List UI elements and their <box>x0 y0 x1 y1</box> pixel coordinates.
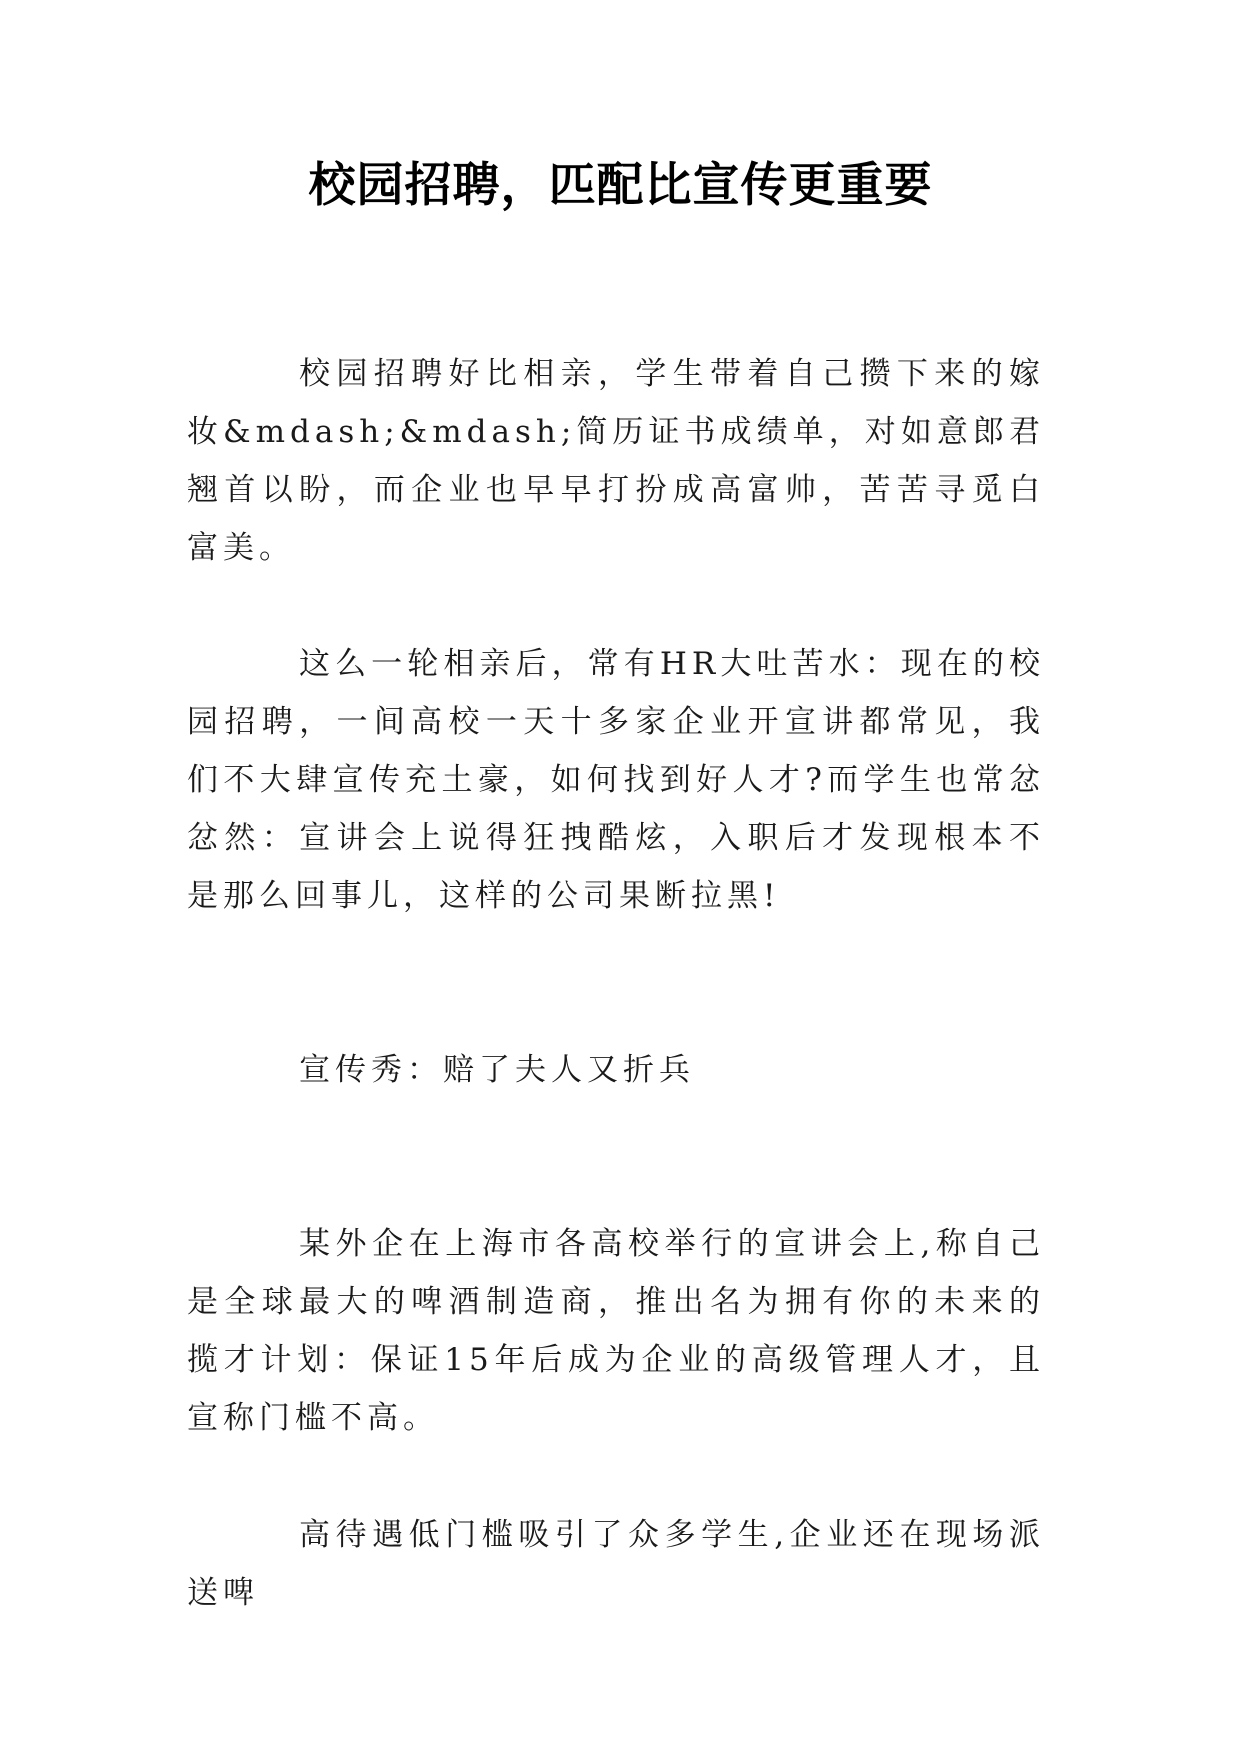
document-title: 校园招聘，匹配比宣传更重要 <box>308 158 933 213</box>
paragraph-1: 校园招聘好比相亲，学生带着自己攒下来的嫁妆&mdash;&mdash;简历证书成绩单，对如意郎君翘首以盼，而企业也早早打扮成高富帅，苦苦寻觅白富美。 <box>187 356 1045 566</box>
section-heading: 宣传秀：赔了夫人又折兵 <box>299 1052 695 1088</box>
paragraph-2: 这么一轮相亲后，常有HR大吐苦水：现在的校园招聘，一间高校一天十多家企业开宣讲都常见，我们不大肆宣传充土豪，如何找到好人才?而学生也常忿忿然：宣讲会上说得狂拽酷炫，入职后才发现根本不是那么回事儿，这样的公司果断拉黑! <box>187 646 1045 914</box>
paragraph-4: 高待遇低门槛吸引了众多学生,企业还在现场派送啤 <box>187 1517 1045 1611</box>
paragraph-3: 某外企在上海市各高校举行的宣讲会上,称自己是全球最大的啤酒制造商，推出名为拥有你的未来的揽才计划：保证15年后成为企业的高级管理人才，且宣称门槛不高。 <box>187 1226 1045 1436</box>
